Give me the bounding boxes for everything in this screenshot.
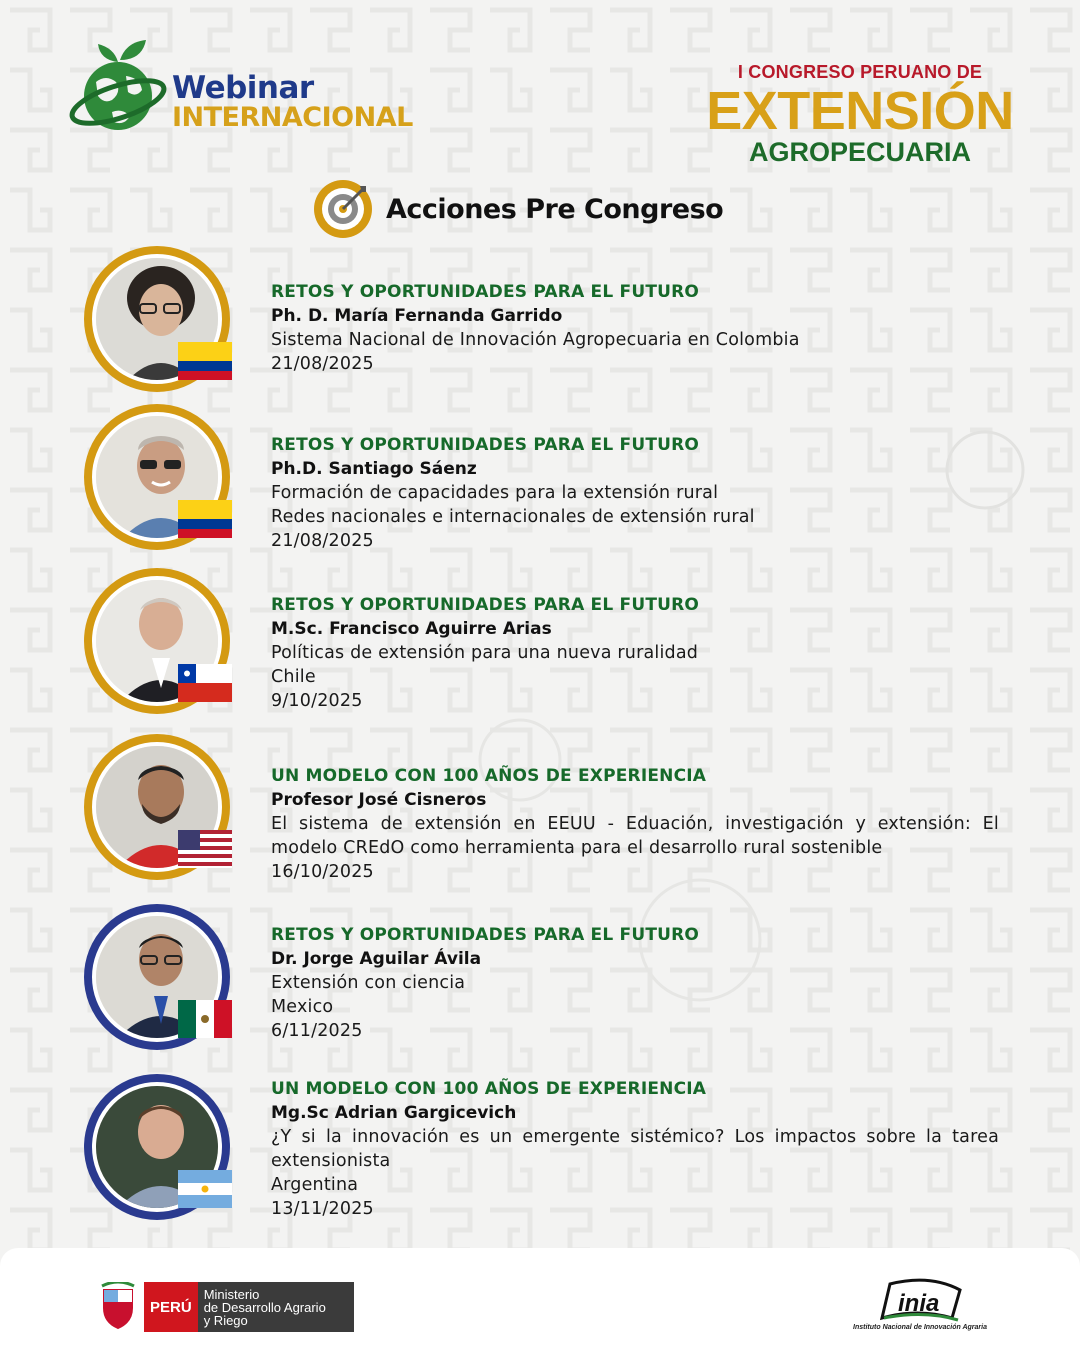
peru-shield-icon	[100, 1282, 136, 1330]
speaker-avatar	[84, 568, 230, 714]
speaker-avatar	[84, 404, 230, 550]
speaker-avatar	[84, 1074, 230, 1220]
speaker-description: El sistema de extensión en EEUU - Eduación, investigación y extensión: El modelo CREdO como herramienta para el desarrollo rural sostenible	[271, 814, 999, 858]
mexico-flag-icon	[178, 1000, 232, 1038]
speaker-description: ¿Y si la innovación es un emergente sistémico? Los impactos sobre la tarea extensionista	[271, 1127, 999, 1171]
svg-text:inia: inia	[898, 1290, 940, 1317]
speaker-card	[84, 568, 1024, 718]
ministry-line3: y Riego	[203, 1312, 248, 1328]
target-icon	[312, 178, 374, 240]
speaker-date: 16/10/2025	[271, 862, 374, 882]
speaker-topic: UN MODELO CON 100 AÑOS DE EXPERIENCIA	[271, 766, 707, 786]
speaker-card	[84, 1074, 1024, 1224]
speaker-topic: RETOS Y OPORTUNIDADES PARA EL FUTURO	[271, 435, 700, 455]
footer	[0, 1248, 1080, 1350]
congreso-line3: AGROPECUARIA	[748, 137, 971, 167]
ministry-name	[198, 1282, 354, 1332]
speaker-topic: UN MODELO CON 100 AÑOS DE EXPERIENCIA	[271, 1079, 707, 1099]
speaker-name: Mg.Sc Adrian Gargicevich	[271, 1103, 517, 1123]
speaker-country: Argentina	[271, 1175, 359, 1195]
peru-ministry-logo	[100, 1282, 354, 1332]
speaker-date: 6/11/2025	[271, 1021, 363, 1041]
speaker-date: 9/10/2025	[271, 691, 363, 711]
webinar-logo	[68, 32, 428, 142]
congreso-line1: I CONGRESO PERUANO DE	[737, 62, 983, 82]
speaker-description: Formación de capacidades para la extensión rural	[271, 483, 719, 503]
speaker-avatar	[84, 904, 230, 1050]
congreso-logo	[700, 62, 1020, 167]
ministry-line1: Ministerio	[203, 1286, 260, 1302]
speaker-name: Ph. D. María Fernanda Garrido	[271, 306, 563, 326]
speaker-card	[84, 404, 1024, 554]
argentina-flag-icon	[178, 1170, 232, 1208]
speaker-topic: RETOS Y OPORTUNIDADES PARA EL FUTURO	[271, 595, 700, 615]
speaker-date: 13/11/2025	[271, 1199, 374, 1219]
speaker-topic: RETOS Y OPORTUNIDADES PARA EL FUTURO	[271, 925, 700, 945]
globe-leaf-icon	[68, 32, 172, 142]
usa-flag-icon	[178, 830, 232, 868]
speaker-description: Sistema Nacional de Innovación Agropecuaria en Colombia	[271, 330, 800, 350]
peru-label: PERÚ	[144, 1282, 198, 1332]
speaker-country: Chile	[271, 667, 316, 687]
speaker-description: Redes nacionales e internacionales de extensión rural	[271, 507, 755, 527]
speaker-name: Ph.D. Santiago Sáenz	[271, 459, 477, 479]
speaker-name: Profesor José Cisneros	[271, 790, 487, 810]
webinar-title: Webinar	[172, 70, 314, 106]
speaker-name: Dr. Jorge Aguilar Ávila	[271, 949, 482, 969]
speaker-avatar	[84, 246, 230, 392]
speaker-name: M.Sc. Francisco Aguirre Arias	[271, 619, 552, 639]
speaker-avatar	[84, 734, 230, 880]
chile-flag-icon	[178, 664, 232, 702]
speaker-card	[84, 238, 1024, 388]
inia-logo	[850, 1278, 990, 1338]
speaker-country: Mexico	[271, 997, 334, 1017]
ministry-line2: de Desarrollo Agrario	[203, 1299, 326, 1315]
inia-mark-icon	[850, 1278, 990, 1324]
speaker-topic: RETOS Y OPORTUNIDADES PARA EL FUTURO	[271, 282, 700, 302]
section-title: Acciones Pre Congreso	[386, 193, 724, 225]
speaker-card	[84, 904, 1024, 1054]
colombia-flag-icon	[178, 342, 232, 380]
inia-caption: Instituto Nacional de Innovación Agraria	[853, 1324, 987, 1331]
speaker-description: Políticas de extensión para una nueva ruralidad	[271, 643, 699, 663]
speaker-date: 21/08/2025	[271, 531, 374, 551]
speaker-description: Extensión con ciencia	[271, 973, 466, 993]
speaker-card	[84, 734, 1024, 884]
speaker-date: 21/08/2025	[271, 354, 374, 374]
internacional-title: INTERNACIONAL	[172, 102, 413, 133]
section-header	[312, 178, 723, 240]
colombia-flag-icon	[178, 500, 232, 538]
congreso-line2: EXTENSIÓN	[706, 81, 1014, 141]
